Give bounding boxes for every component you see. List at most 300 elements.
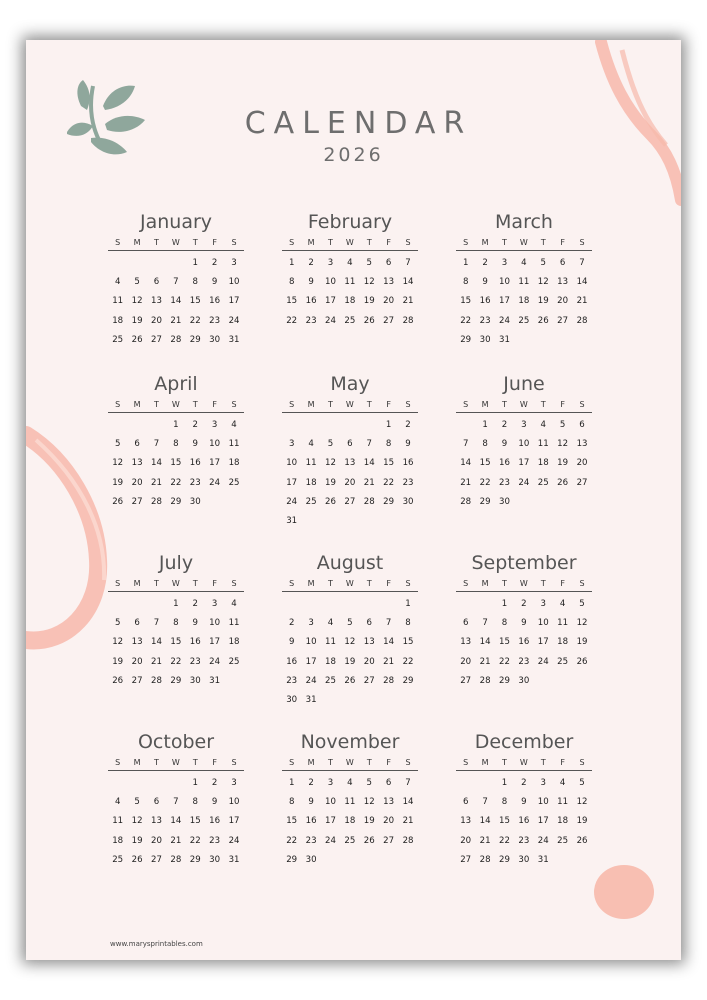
day-number: 7	[153, 439, 160, 450]
day-number: 13	[383, 277, 395, 288]
day-number: 26	[344, 675, 356, 686]
day-number: 25	[518, 315, 530, 326]
day-number: 30	[518, 675, 530, 686]
day-number: 15	[499, 816, 510, 827]
day-number: 9	[482, 277, 488, 288]
day-number: 4	[231, 599, 237, 609]
day-number: 20	[363, 656, 375, 667]
weekday-label: F	[560, 758, 565, 767]
month-june	[456, 370, 592, 512]
weekday-label: W	[171, 579, 180, 588]
day-number: 31	[499, 334, 510, 345]
day-number: 21	[479, 835, 491, 846]
day-number: 1	[482, 420, 488, 430]
day-number: 8	[462, 277, 469, 288]
empty-day	[127, 254, 146, 273]
day-number: 16	[305, 296, 317, 307]
empty-day	[321, 595, 340, 614]
day-number: 1	[501, 599, 508, 609]
day-number: 7	[405, 258, 411, 268]
day-number: 19	[363, 816, 375, 827]
weekday-label: T	[192, 579, 198, 588]
day-number: 26	[363, 835, 375, 846]
day-number: 5	[114, 439, 121, 450]
weekday-label: T	[366, 400, 372, 409]
day-number: 6	[347, 439, 353, 450]
day-number: 5	[540, 258, 546, 268]
weekday-label: F	[212, 400, 217, 409]
day-number: 18	[557, 816, 569, 827]
day-number: 2	[521, 599, 527, 609]
day-number: 25	[537, 477, 549, 488]
day-number: 6	[462, 797, 469, 808]
empty-day	[282, 595, 301, 614]
day-number: 17	[537, 637, 549, 648]
day-number: 13	[363, 637, 375, 648]
day-number: 8	[288, 797, 295, 808]
day-number: 21	[170, 315, 182, 326]
day-number: 2	[521, 778, 527, 788]
month-name: February	[307, 211, 393, 233]
day-number: 16	[479, 296, 491, 307]
day-number: 10	[286, 458, 298, 469]
day-number: 1	[192, 258, 198, 268]
day-number: 1	[462, 258, 469, 268]
day-number: 23	[402, 477, 414, 488]
weekday-label: F	[560, 400, 565, 409]
day-number: 3	[540, 778, 546, 788]
day-number: 30	[518, 854, 530, 865]
month-name: September	[471, 552, 577, 574]
day-number: 24	[537, 656, 549, 667]
day-number: 26	[576, 835, 588, 846]
day-number: 23	[209, 315, 221, 326]
day-number: 30	[286, 694, 298, 705]
weekday-label: S	[463, 238, 469, 247]
calendar-sheet	[26, 40, 681, 960]
day-number: 24	[228, 315, 240, 326]
day-number: 27	[383, 315, 395, 326]
day-number: 14	[460, 458, 472, 469]
weekday-label: T	[540, 400, 546, 409]
day-number: 2	[308, 258, 314, 268]
day-number: 4	[114, 277, 121, 288]
months-grid	[26, 40, 681, 960]
day-number: 24	[228, 835, 240, 846]
weekday-label: S	[463, 579, 469, 588]
weekday-header	[108, 236, 244, 251]
day-number: 24	[209, 656, 221, 667]
day-number: 6	[385, 258, 392, 268]
day-number: 13	[151, 816, 162, 827]
day-number: 14	[402, 277, 414, 288]
weekday-header	[282, 236, 418, 251]
day-number: 31	[305, 694, 317, 705]
day-number: 8	[192, 277, 198, 288]
day-number: 1	[192, 778, 198, 788]
weekday-header	[282, 756, 418, 771]
day-number: 8	[173, 439, 179, 450]
weekday-label: M	[133, 579, 141, 588]
day-number: 17	[209, 637, 221, 648]
day-number: 14	[151, 637, 162, 648]
day-number: 7	[385, 618, 392, 629]
weekday-label: S	[115, 579, 121, 588]
weekday-label: S	[579, 579, 585, 588]
weekday-header	[456, 756, 592, 771]
day-number: 31	[228, 854, 240, 865]
day-number: 28	[479, 854, 491, 865]
day-number: 6	[134, 618, 140, 629]
day-number: 21	[151, 477, 162, 488]
empty-day	[147, 416, 166, 435]
day-number: 29	[170, 675, 182, 686]
weekday-label: W	[345, 579, 354, 588]
day-number: 6	[153, 277, 160, 288]
day-number: 9	[211, 277, 218, 288]
day-number: 19	[576, 816, 588, 827]
day-number: 26	[576, 656, 588, 667]
day-number: 6	[153, 797, 160, 808]
day-number: 17	[325, 296, 336, 307]
day-number: 19	[131, 835, 143, 846]
day-number: 28	[170, 334, 182, 345]
weekday-header	[456, 398, 592, 413]
day-number: 27	[344, 496, 356, 507]
day-number: 15	[460, 296, 472, 307]
day-number: 19	[325, 477, 336, 488]
day-grid	[282, 254, 418, 331]
day-number: 20	[151, 315, 162, 326]
day-number: 6	[385, 778, 392, 788]
weekday-label: T	[192, 400, 198, 409]
day-number: 23	[189, 656, 201, 667]
day-number: 25	[112, 854, 124, 865]
day-number: 20	[576, 458, 588, 469]
day-number: 7	[482, 797, 488, 808]
day-number: 1	[173, 420, 179, 430]
day-number: 29	[189, 854, 201, 865]
day-number: 15	[499, 637, 510, 648]
day-number: 24	[209, 477, 221, 488]
day-grid	[108, 254, 244, 350]
day-number: 30	[479, 334, 491, 345]
day-number: 8	[405, 618, 411, 629]
empty-day	[108, 595, 127, 614]
day-number: 12	[576, 618, 588, 629]
day-number: 2	[482, 258, 488, 268]
day-number: 14	[479, 637, 491, 648]
day-number: 19	[576, 637, 588, 648]
day-number: 13	[576, 439, 588, 450]
day-number: 7	[173, 797, 179, 808]
weekday-label: S	[115, 238, 121, 247]
month-name: August	[316, 552, 384, 574]
day-number: 11	[112, 296, 124, 307]
weekday-label: S	[463, 758, 469, 767]
day-number: 19	[112, 477, 124, 488]
day-number: 4	[231, 420, 237, 430]
calendar-title: CALENDAR	[244, 106, 473, 141]
day-number: 18	[344, 816, 356, 827]
day-number: 11	[228, 439, 240, 450]
day-number: 23	[499, 477, 510, 488]
day-number: 29	[383, 496, 395, 507]
day-number: 30	[402, 496, 414, 507]
day-number: 25	[344, 835, 356, 846]
weekday-label: S	[115, 758, 121, 767]
day-number: 8	[482, 439, 488, 450]
weekday-label: F	[386, 238, 391, 247]
day-number: 11	[344, 277, 356, 288]
day-number: 10	[325, 277, 336, 288]
day-number: 15	[383, 458, 395, 469]
day-number: 1	[288, 778, 295, 788]
weekday-label: W	[519, 758, 528, 767]
day-number: 21	[460, 477, 472, 488]
weekday-label: W	[345, 238, 354, 247]
month-february	[282, 208, 418, 331]
day-number: 23	[305, 315, 317, 326]
day-number: 13	[383, 797, 395, 808]
day-number: 4	[327, 618, 334, 629]
day-number: 19	[344, 656, 356, 667]
day-number: 5	[366, 258, 372, 268]
empty-day	[147, 595, 166, 614]
weekday-label: M	[481, 579, 489, 588]
day-number: 4	[347, 778, 353, 788]
day-number: 11	[557, 797, 569, 808]
day-number: 31	[228, 334, 240, 345]
day-number: 30	[189, 496, 201, 507]
day-number: 23	[189, 477, 201, 488]
day-number: 9	[521, 618, 527, 629]
day-number: 9	[192, 618, 198, 629]
month-march	[456, 208, 592, 350]
weekday-label: F	[386, 579, 391, 588]
day-number: 3	[327, 778, 334, 788]
weekday-header	[456, 577, 592, 592]
empty-day	[127, 774, 146, 793]
day-number: 16	[499, 458, 510, 469]
month-november	[282, 728, 418, 870]
day-number: 16	[305, 816, 317, 827]
weekday-header	[108, 756, 244, 771]
day-number: 3	[501, 258, 508, 268]
day-number: 23	[209, 835, 221, 846]
day-number: 12	[131, 816, 143, 827]
day-number: 11	[344, 797, 356, 808]
day-number: 8	[173, 618, 179, 629]
day-number: 26	[557, 477, 569, 488]
day-number: 1	[173, 599, 179, 609]
day-number: 27	[151, 854, 162, 865]
day-number: 26	[363, 315, 375, 326]
weekday-label: S	[405, 758, 411, 767]
day-number: 25	[325, 675, 336, 686]
day-number: 18	[344, 296, 356, 307]
day-number: 8	[501, 618, 508, 629]
day-grid	[108, 595, 244, 691]
day-number: 9	[192, 439, 198, 450]
day-grid	[282, 595, 418, 710]
weekday-label: T	[502, 238, 507, 247]
weekday-label: F	[212, 758, 217, 767]
day-number: 5	[579, 599, 585, 609]
weekday-label: W	[519, 238, 528, 247]
day-number: 4	[521, 258, 527, 268]
day-number: 25	[228, 477, 240, 488]
weekday-label: W	[345, 400, 354, 409]
day-number: 2	[192, 599, 198, 609]
day-number: 26	[112, 496, 124, 507]
day-number: 15	[170, 637, 182, 648]
day-number: 22	[189, 835, 201, 846]
day-number: 14	[576, 277, 588, 288]
day-number: 13	[460, 637, 472, 648]
day-number: 20	[131, 477, 143, 488]
month-july	[108, 549, 244, 691]
day-number: 21	[363, 477, 375, 488]
day-number: 5	[134, 797, 140, 808]
empty-day	[282, 416, 301, 435]
day-number: 22	[499, 656, 510, 667]
day-number: 19	[363, 296, 375, 307]
weekday-label: T	[154, 238, 159, 247]
day-number: 14	[402, 797, 414, 808]
day-number: 22	[170, 656, 182, 667]
empty-day	[340, 595, 359, 614]
day-number: 27	[576, 477, 588, 488]
day-number: 24	[499, 315, 510, 326]
day-grid	[456, 774, 592, 870]
weekday-label: M	[133, 238, 141, 247]
calendar-year: 2026	[323, 144, 384, 166]
day-number: 30	[499, 496, 510, 507]
day-number: 11	[228, 618, 240, 629]
day-number: 18	[537, 458, 549, 469]
weekday-header	[282, 398, 418, 413]
day-number: 12	[344, 637, 356, 648]
day-number: 2	[192, 420, 198, 430]
weekday-label: M	[307, 758, 315, 767]
day-number: 29	[460, 334, 472, 345]
day-grid	[282, 774, 418, 870]
day-number: 29	[286, 854, 298, 865]
day-number: 23	[286, 675, 298, 686]
day-number: 3	[231, 258, 237, 268]
day-number: 9	[288, 637, 295, 648]
day-number: 11	[112, 816, 124, 827]
day-number: 20	[151, 835, 162, 846]
weekday-header	[282, 577, 418, 592]
day-number: 22	[286, 835, 298, 846]
weekday-label: T	[154, 758, 159, 767]
day-number: 29	[499, 854, 510, 865]
day-number: 28	[363, 496, 375, 507]
month-name: November	[300, 731, 400, 753]
empty-day	[475, 595, 494, 614]
day-number: 23	[479, 315, 491, 326]
empty-day	[475, 774, 494, 793]
day-number: 6	[134, 439, 140, 450]
day-number: 3	[288, 439, 295, 450]
day-number: 20	[383, 816, 395, 827]
month-name: July	[158, 552, 194, 574]
day-number: 29	[479, 496, 491, 507]
weekday-label: S	[231, 758, 237, 767]
day-number: 10	[499, 277, 510, 288]
day-number: 3	[327, 258, 334, 268]
weekday-label: T	[154, 400, 159, 409]
weekday-label: W	[345, 758, 354, 767]
day-number: 2	[308, 778, 314, 788]
day-number: 16	[189, 458, 201, 469]
day-number: 10	[228, 797, 240, 808]
day-number: 22	[170, 477, 182, 488]
day-number: 13	[131, 458, 143, 469]
day-number: 2	[288, 618, 295, 629]
day-number: 3	[211, 420, 218, 430]
weekday-label: S	[405, 579, 411, 588]
empty-day	[301, 595, 320, 614]
day-number: 24	[518, 477, 530, 488]
month-name: January	[139, 211, 213, 233]
empty-day	[108, 416, 127, 435]
day-number: 20	[131, 656, 143, 667]
day-number: 12	[131, 296, 143, 307]
day-number: 30	[209, 334, 221, 345]
month-name: May	[330, 373, 370, 395]
day-number: 25	[557, 656, 569, 667]
month-january	[108, 208, 244, 350]
weekday-label: S	[289, 400, 295, 409]
day-number: 18	[518, 296, 530, 307]
weekday-label: F	[386, 758, 391, 767]
day-number: 19	[537, 296, 549, 307]
day-number: 22	[460, 315, 472, 326]
day-number: 11	[537, 439, 549, 450]
day-number: 18	[228, 458, 240, 469]
day-number: 11	[305, 458, 317, 469]
empty-day	[456, 774, 475, 793]
day-number: 1	[288, 258, 295, 268]
day-number: 30	[305, 854, 317, 865]
day-number: 4	[347, 258, 353, 268]
day-number: 27	[151, 334, 162, 345]
day-grid	[108, 774, 244, 870]
month-name: October	[137, 731, 215, 753]
day-number: 10	[209, 439, 221, 450]
day-number: 21	[402, 296, 414, 307]
day-number: 5	[559, 420, 566, 430]
month-name: April	[154, 373, 198, 395]
day-number: 28	[479, 675, 491, 686]
day-number: 16	[286, 656, 298, 667]
day-number: 21	[402, 816, 414, 827]
day-number: 7	[579, 258, 585, 268]
day-number: 15	[402, 637, 414, 648]
day-number: 11	[557, 618, 569, 629]
month-name: December	[474, 731, 574, 753]
day-number: 12	[363, 797, 375, 808]
weekday-label: F	[560, 579, 565, 588]
day-number: 14	[479, 816, 491, 827]
weekday-label: F	[212, 579, 217, 588]
weekday-label: T	[192, 758, 198, 767]
weekday-label: T	[328, 579, 333, 588]
day-number: 16	[209, 296, 221, 307]
